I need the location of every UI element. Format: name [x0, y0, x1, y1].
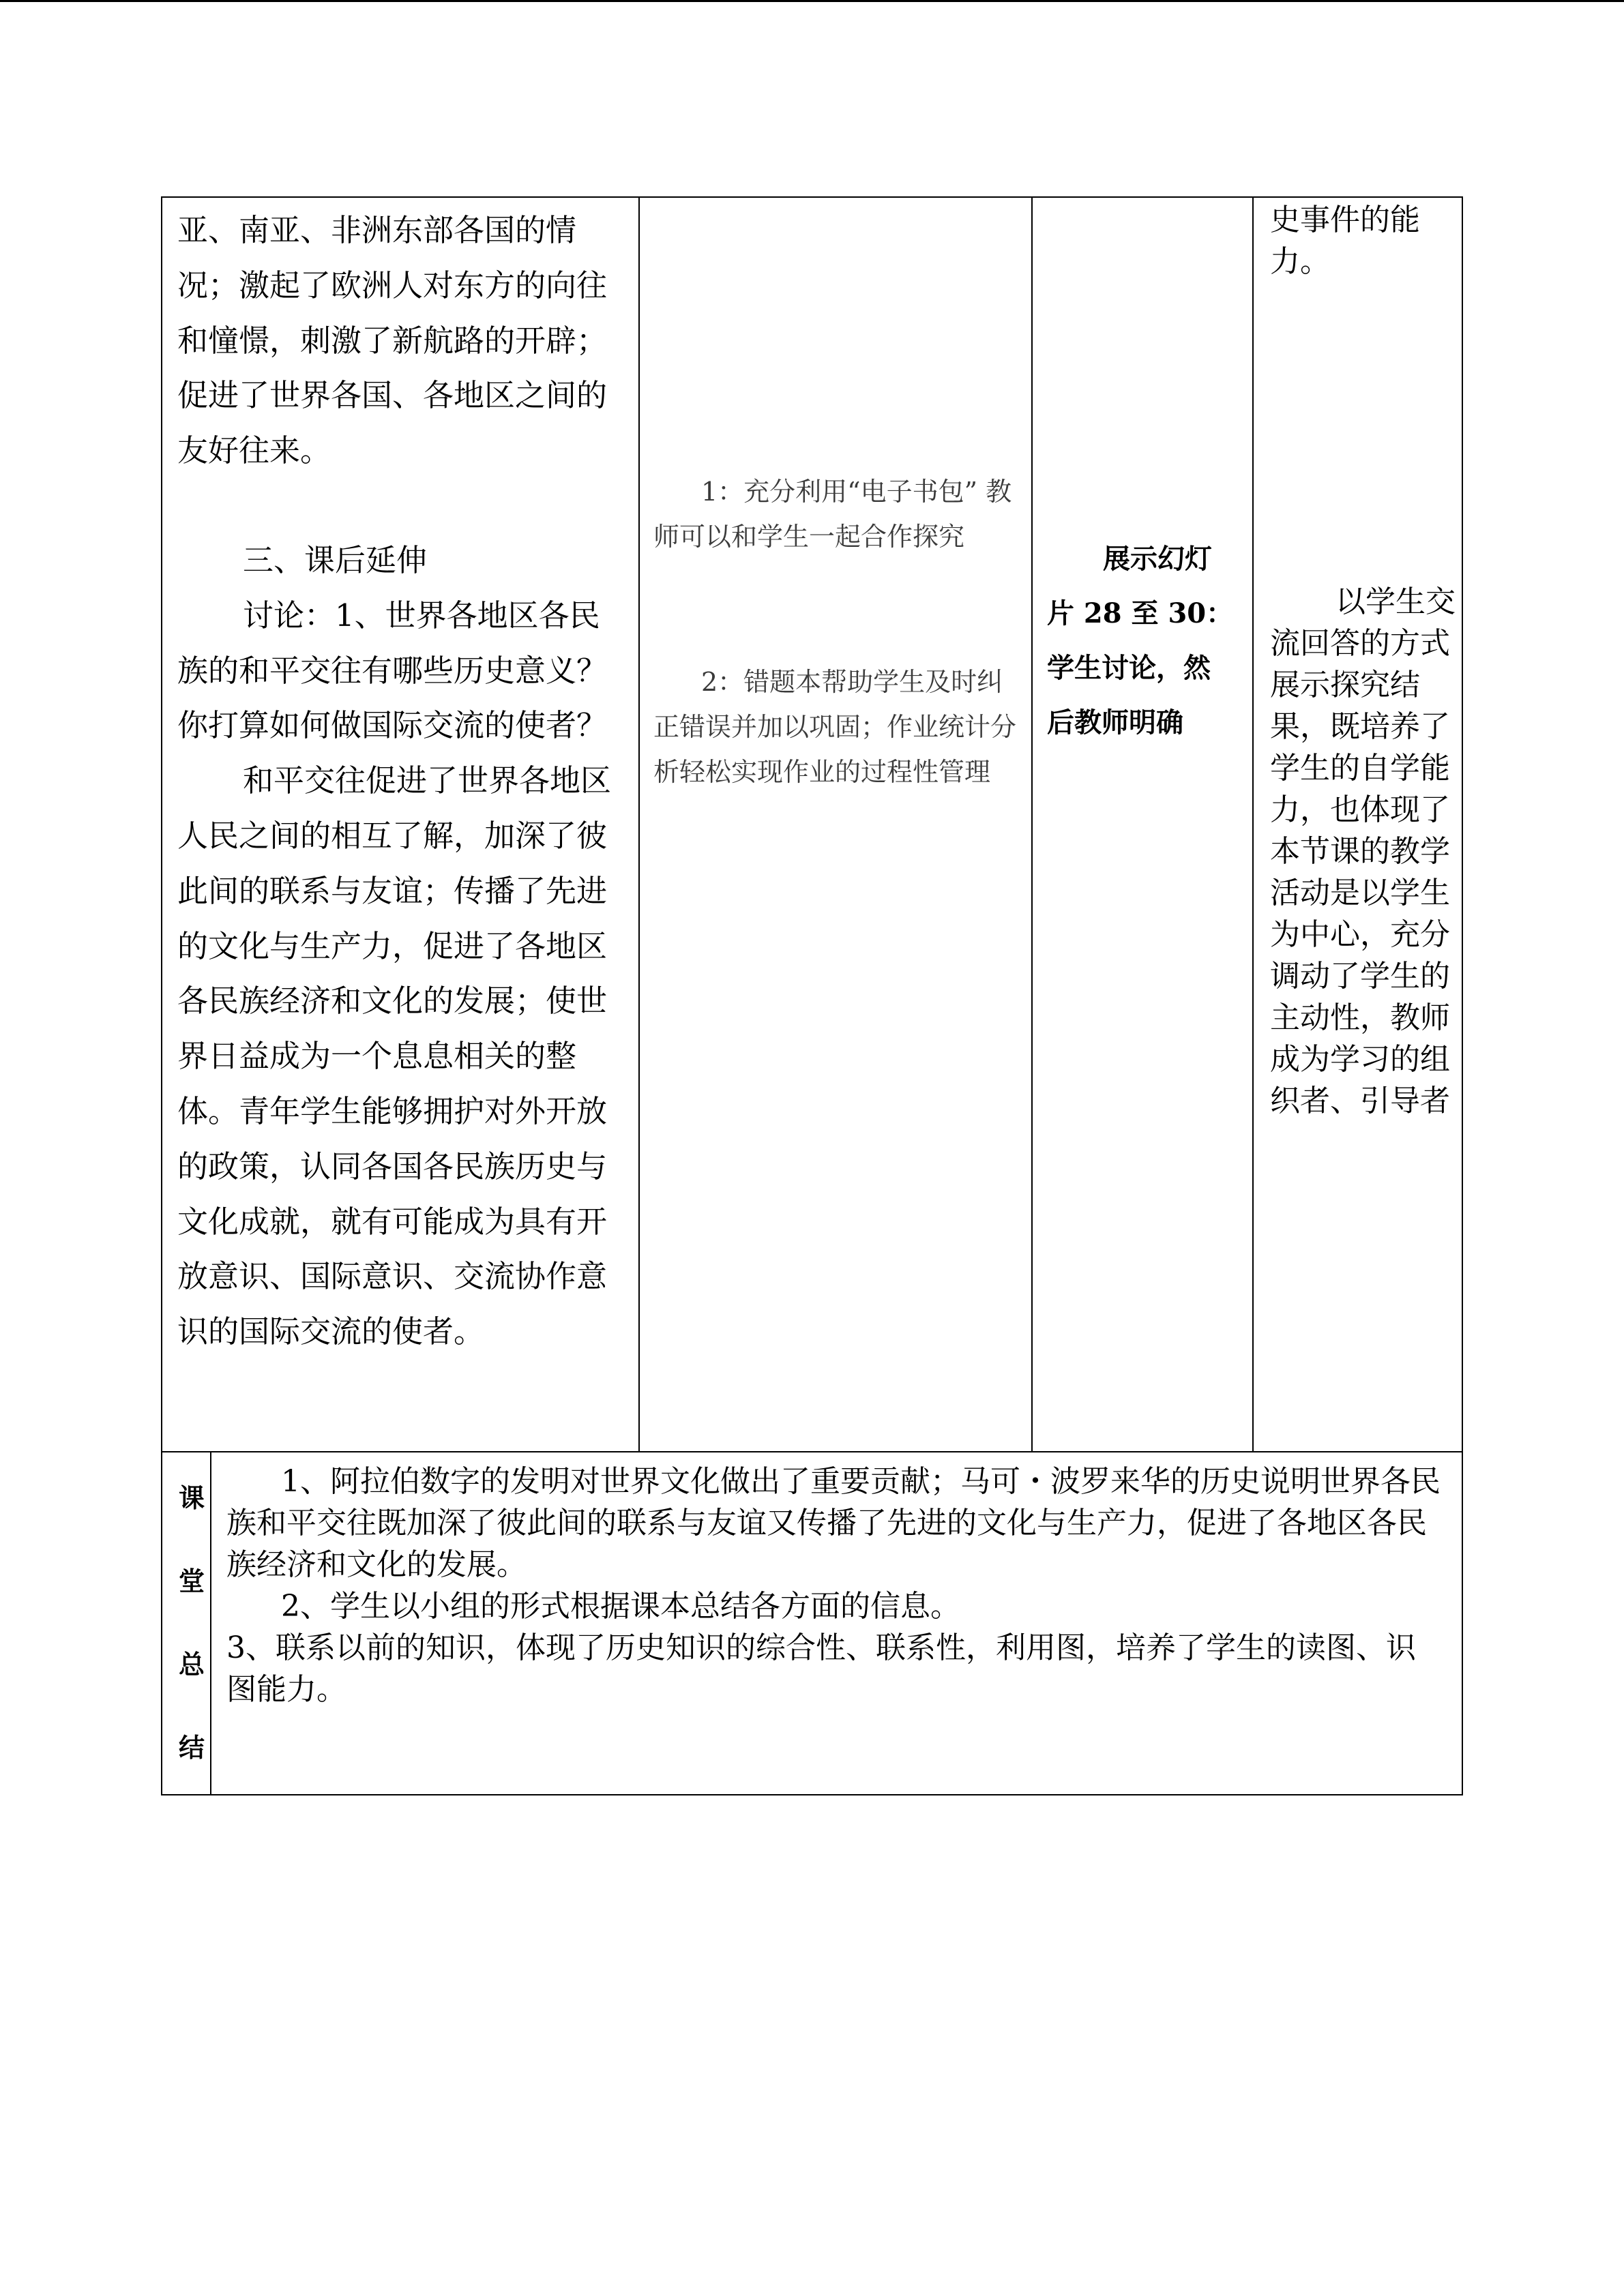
summary-label-char-3: 总	[178, 1649, 205, 1680]
column-divider-1	[638, 196, 640, 1452]
summary-point-1: 1、阿拉伯数字的发明对世界文化做出了重要贡献；马可・波罗来华的历史说明世界各民族和平交往既加深了彼此间的联系与友谊又传播了先进的文化与生产力，促进了各地区各民族经济和文化的发展。	[226, 1464, 1441, 1582]
tech-item-1-text: 1：充分利用“电子书包” 教师可以和学生一起合作探究	[653, 477, 1012, 552]
activity-line-2: 片 28 至 30：	[1047, 597, 1234, 629]
intent-top-text: 史事件的能力。	[1270, 203, 1420, 279]
tech-item-2	[653, 659, 1020, 794]
activity-line-3: 学生讨论，然	[1047, 652, 1211, 684]
discussion-question: 讨论：1、世界各地区各民族的和平交往有哪些历史意义？你打算如何做国际交流的使者？	[177, 597, 608, 744]
summary-label	[161, 1457, 222, 1789]
summary-label-char-1: 课	[178, 1482, 205, 1513]
discussion-answer: 和平交往促进了世界各地区人民之间的相互了解，加深了彼此间的联系与友谊；传播了先进的文化与生产力，促进了各地区各民族经济和文化的发展；使世界日益成为一个息息相关的整体。青年学生能够拥护对外开放的政策，认同各国各民族历史与文化成就，就有可能成为具有开放意识、国际意识、交流协作意识的国际交流的使者。	[177, 762, 612, 1350]
intent-main	[1270, 581, 1458, 1122]
activity-line-1: 展示幻灯	[1103, 543, 1212, 575]
summary-point-3: 3、联系以前的知识，体现了历史知识的综合性、联系性，利用图，培养了学生的读图、识图能力。	[226, 1630, 1416, 1707]
summary-label-char-4: 结	[178, 1732, 205, 1763]
summary-content	[226, 1461, 1441, 1710]
content-paragraph-top: 亚、南亚、非洲东部各国的情况；激起了欧洲人对东方的向往和憧憬，刺激了新航路的开辟；促进了世界各国、各地区之间的友好往来。	[177, 212, 608, 469]
column-divider-2	[1031, 196, 1033, 1452]
page-top-rule	[0, 0, 1624, 2]
summary-row-divider	[161, 1451, 1463, 1452]
summary-label-char-2: 堂	[178, 1566, 205, 1596]
activity-line-4: 后教师明确	[1047, 706, 1183, 739]
intent-main-text: 以学生交流回答的方式展示探究结果，既培养了学生的自学能力，也体现了本节课的教学活动是以学生为中心，充分调动了学生的主动性，教师成为学习的组织者、引导者	[1270, 584, 1456, 1118]
intent-top	[1270, 199, 1458, 282]
tech-item-1	[653, 469, 1020, 559]
activity-column	[1047, 532, 1252, 750]
content-column	[177, 203, 621, 1360]
column-divider-3	[1252, 196, 1254, 1452]
tech-item-2-text: 2：错题本帮助学生及时纠正错误并加以巩固；作业统计分析轻松实现作业的过程性管理	[653, 667, 1017, 787]
section-title-extension: 三、课后延伸	[243, 541, 428, 578]
summary-point-2: 2、学生以小组的形式根据课本总结各方面的信息。	[281, 1589, 960, 1624]
